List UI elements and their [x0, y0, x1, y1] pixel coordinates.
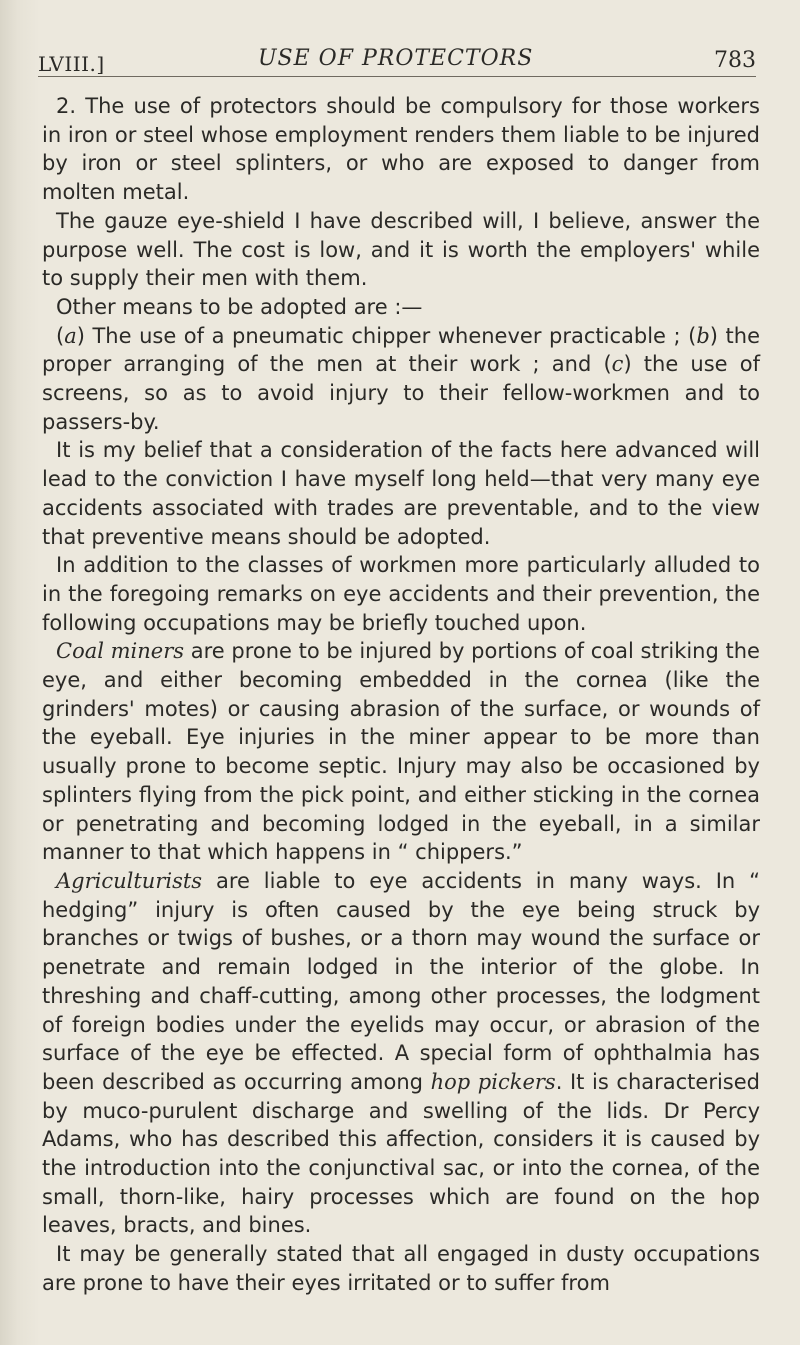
paragraph: [42, 92, 760, 207]
paragraph: [42, 293, 760, 322]
paragraph-text: ) the use of screens, so as to avoid injury to their fellow-workmen and to passers-by.: [42, 352, 761, 434]
header-rule: [38, 76, 756, 77]
paragraph-text: . It is characterised by muco-purulent discharge and swelling of the lids. Dr Percy Adams, who has described this affection, considers it is caused by the introduction into the conjunctival sac, or into the cornea, of the small, thorn-like, hairy processes which are found on the hop leaves, bracts, and bines.: [42, 1069, 760, 1238]
paragraph: [42, 637, 760, 867]
italic-text: Agriculturists: [56, 868, 203, 893]
page-header: [38, 42, 756, 82]
paragraph-text: In addition to the classes of workmen more particularly alluded to in the foregoing remarks on eye accidents and their prevention, the following occupations may be briefly touched upon.: [42, 553, 760, 635]
chapter-number: LVIII.]: [38, 52, 105, 76]
body-text: [42, 92, 760, 1298]
running-title: USE OF PROTECTORS: [258, 46, 534, 71]
italic-text: hop pickers: [430, 1069, 556, 1094]
paragraph: [42, 551, 760, 637]
paragraph: [42, 436, 760, 551]
paragraph-text: are prone to be injured by portions of coal striking the eye, and either becoming embedded in the cornea (like the grinders' motes) or causing abrasion of the surface, or wounds of the eyeball. Eye injuries in the miner appear to be more than usually prone to become septic. Injury may also be occasioned by splinters flying from the pick point, and either sticking in the cornea or penetrating and becoming lodged in the eyeball, in a similar manner to that which happens in “ chippers.”: [42, 639, 760, 865]
paragraph-text: ) the proper arranging of the men at their work ; and (: [42, 323, 760, 377]
paragraph: [42, 1240, 760, 1297]
paragraph-text: (: [56, 323, 65, 348]
page-number: 783: [714, 48, 756, 73]
paragraph-text: It is my belief that a consideration of the facts here advanced will lead to the conviction I have myself long held—that very many eye accidents associated with trades are preventable, and to the view that preventive means should be adopted.: [42, 438, 760, 549]
paragraph: [42, 322, 760, 437]
paragraph-text: It may be generally stated that all engaged in dusty occupations are prone to have their eyes irritated or to suffer from: [42, 1242, 760, 1295]
italic-text: b: [696, 323, 710, 348]
paragraph: [42, 207, 760, 293]
italic-text: c: [611, 352, 624, 377]
paragraph-text: Other means to be adopted are :—: [56, 294, 423, 319]
paragraph-text: The gauze eye-shield I have described will, I believe, answer the purpose well. The cost is low, and it is worth the employers' while to supply their men with them.: [42, 208, 760, 291]
italic-text: a: [64, 323, 77, 348]
paragraph-text: 2. The use of protectors should be compulsory for those workers in iron or steel whose employment renders them liable to be injured by iron or steel splinters, or who are exposed to danger from molten metal.: [42, 94, 760, 205]
paragraph-text: ) The use of a pneumatic chipper whenever practicable ; (: [76, 323, 697, 348]
italic-text: Coal miners: [56, 639, 185, 664]
paragraph-text: are liable to eye accidents in many ways. In “ hedging” injury is often caused by the eye being struck by branches or twigs of bushes, or a thorn may wound the surface or penetrate and remain lodged in the interior of the globe. In threshing and chaff-cutting, among other processes, the lodgment of foreign bodies under the eyelids may occur, or abrasion of the surface of the eye be effected. A special form of ophthalmia has been described as occurring among: [42, 868, 760, 1094]
paragraph: [42, 867, 760, 1240]
